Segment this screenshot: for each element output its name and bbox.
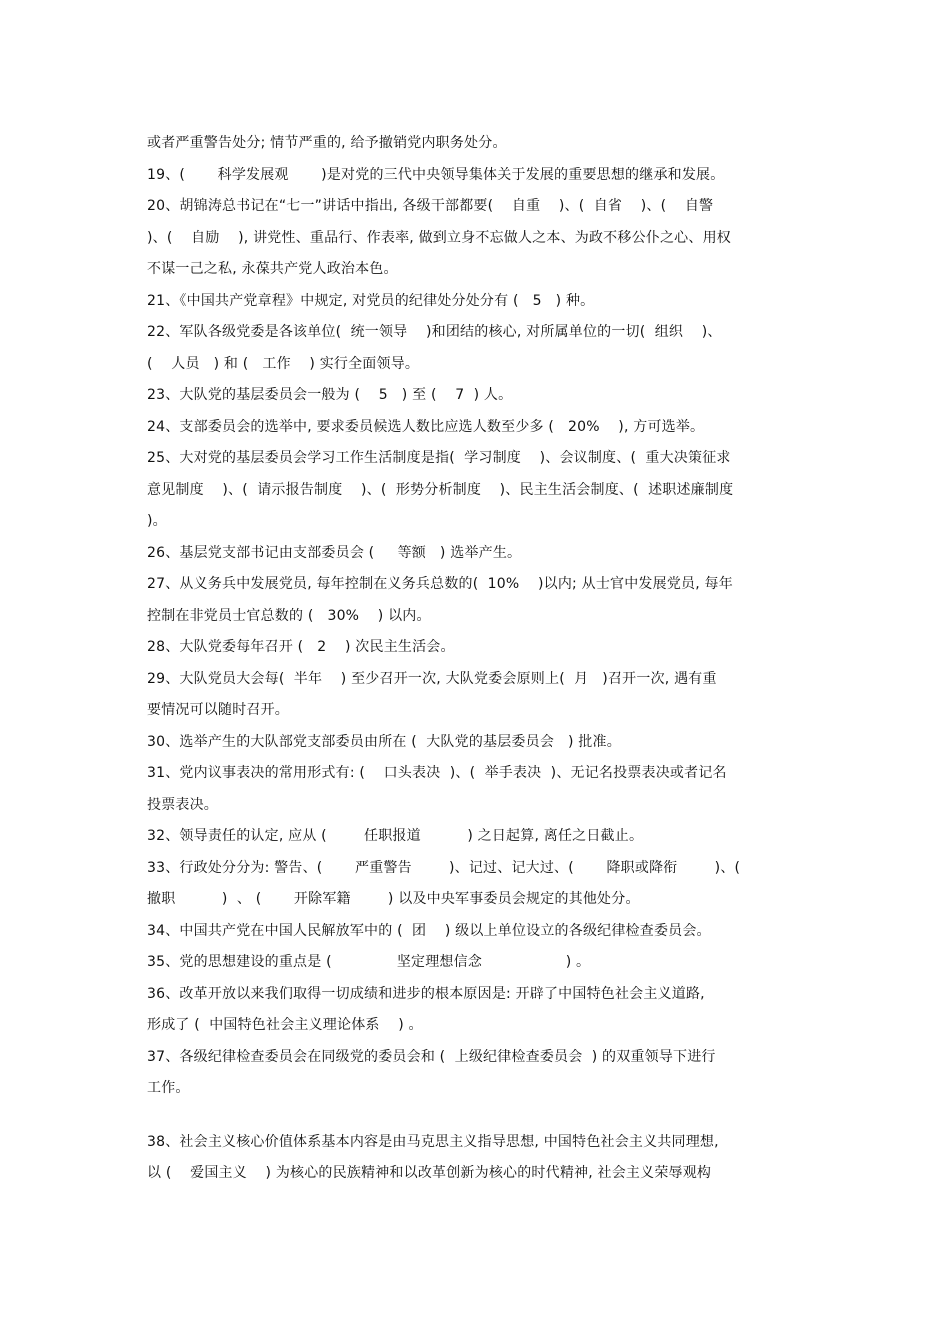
text-line: 30、选举产生的大队部党支部委员由所在 ( 大队党的基层委员会 ) 批准。 <box>147 733 621 750</box>
text-line: 33、行政处分分为: 警告、( 严重警告 )、记过、记大过、( 降职或降衔 )、( <box>147 859 741 876</box>
text-line: 32、领导责任的认定, 应从 ( 任职报道 ) 之日起算, 离任之日截止。 <box>147 828 644 844</box>
text-line: 19、( 科学发展观 )是对党的三代中央领导集体关于发展的重要思想的继承和发展。 <box>147 166 725 183</box>
text-line: 投票表决。 <box>147 796 218 813</box>
text-line: )、( 自励 ), 讲党性、重品行、作表率, 做到立身不忘做人之本、为政不移公仆之心、用权 <box>147 229 731 246</box>
text-line: 25、大对党的基层委员会学习工作生活制度是指( 学习制度 )、会议制度、( 重大决策征求 <box>147 450 731 466</box>
text-line: 撤职 ) 、 ( 开除军籍 ) 以及中央军事委员会规定的其他处分。 <box>147 891 640 907</box>
text-line: 或者严重警告处分; 情节严重的, 给予撤销党内职务处分。 <box>147 135 507 151</box>
text-line: 22、军队各级党委是各该单位( 统一领导 )和团结的核心, 对所属单位的一切( 组织 )、 <box>147 324 722 340</box>
text-line: 26、基层党支部书记由支部委员会 ( 等额 ) 选举产生。 <box>147 544 522 561</box>
text-line: 意见制度 )、( 请示报告制度 )、( 形势分析制度 )、民主生活会制度、( 述职述廉制度 <box>147 481 734 498</box>
text-line: 工作。 <box>147 1080 190 1096</box>
text-line: 不谋一己之私, 永葆共产党人政治本色。 <box>147 261 398 277</box>
text-line: 20、胡锦涛总书记在“七一”讲话中指出, 各级干部都要( 自重 )、( 自省 )、( 自警 <box>147 198 714 214</box>
text-line: 36、改革开放以来我们取得一切成绩和进步的根本原因是: 开辟了中国特色社会主义道路, <box>147 985 705 1002</box>
text-line: 控制在非党员士官总数的 ( 30% ) 以内。 <box>147 607 431 624</box>
text-line: 35、党的思想建设的重点是 ( 坚定理想信念 ) 。 <box>147 954 591 970</box>
text-line: 31、党内议事表决的常用形式有: ( 口头表决 )、( 举手表决 )、无记名投票表决或者记名 <box>147 765 727 781</box>
text-line: 29、大队党员大会每( 半年 ) 至少召开一次, 大队党委会原则上( 月 )召开一次, 遇有重 <box>147 670 717 687</box>
text-line: 23、大队党的基层委员会一般为 ( 5 ) 至 ( 7 ) 人。 <box>147 387 513 403</box>
document-body <box>147 128 815 1190</box>
text-line: 28、大队党委每年召开 ( 2 ) 次民主生活会。 <box>147 639 455 655</box>
text-line: 形成了 ( 中国特色社会主义理论体系 ) 。 <box>147 1017 423 1033</box>
text-line: 38、社会主义核心价值体系基本内容是由马克思主义指导思想, 中国特色社会主义共同理想, <box>147 1133 719 1150</box>
text-line: 24、支部委员会的选举中, 要求委员候选人数比应选人数至少多 ( 20% ), 方可选举。 <box>147 418 705 435</box>
text-line: 27、从义务兵中发展党员, 每年控制在义务兵总数的( 10% )以内; 从士官中发展党员, 每年 <box>147 576 733 592</box>
text-line: )。 <box>147 513 167 529</box>
text-line: 37、各级纪律检查委员会在同级党的委员会和 ( 上级纪律检查委员会 ) 的双重领导下进行 <box>147 1048 716 1065</box>
text-line: 34、中国共产党在中国人民解放军中的 ( 团 ) 级以上单位设立的各级纪律检查委员会。 <box>147 922 711 939</box>
text-line: ( 人员 ) 和 ( 工作 ) 实行全面领导。 <box>147 355 420 372</box>
text-line: 21、《中国共产党章程》中规定, 对党员的纪律处分处分有 ( 5 ) 种。 <box>147 292 595 309</box>
text-line: 要情况可以随时召开。 <box>147 702 289 718</box>
text-line: 以 ( 爱国主义 ) 为核心的民族精神和以改革创新为核心的时代精神, 社会主义荣辱观构 <box>147 1165 712 1181</box>
paragraph-gap <box>147 1105 815 1127</box>
